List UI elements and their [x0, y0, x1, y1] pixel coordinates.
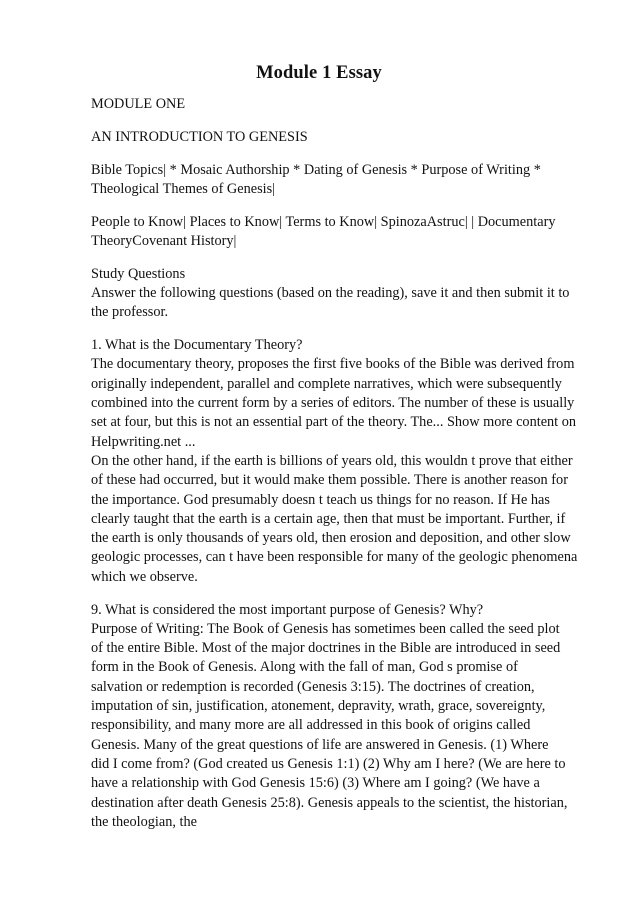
text-line: imputation of sin, justification, atonement, depravity, wrath, grace, sovereignty,	[91, 698, 546, 715]
study-questions-paragraph	[91, 265, 591, 323]
earth-age-paragraph	[91, 452, 591, 587]
text-line: clearly taught that the earth is a certain age, then that must be important. Further, if	[91, 510, 566, 527]
text-line: of these had occurred, but it would make them possible. There is another reason for	[91, 472, 568, 489]
text-line: destination after death Genesis 25:8). Genesis appeals to the scientist, the historian,	[91, 794, 568, 811]
text-line: Genesis. Many of the great questions of life are answered in Genesis. (1) Where	[91, 736, 549, 753]
text-line: Purpose of Writing: The Book of Genesis has sometimes been called the seed plot	[91, 620, 560, 637]
section-heading	[91, 128, 591, 147]
text-line: TheoryCovenant History|	[91, 232, 237, 249]
text-line: the earth is only thousands of years old, then erosion and deposition, and other slow	[91, 530, 571, 547]
text-line: 1. What is the Documentary Theory?	[91, 337, 303, 354]
text-line: have a relationship with God Genesis 15:6) (3) Where am I going? (We have a	[91, 775, 540, 792]
text-line: The documentary theory, proposes the first five books of the Bible was derived from	[91, 356, 575, 373]
text-line: salvation or redemption is recorded (Genesis 3:15). The doctrines of creation,	[91, 678, 535, 695]
text-line: the theologian, the	[91, 813, 198, 830]
text-line: MODULE ONE	[91, 96, 186, 112]
text-line: of the entire Bible. Most of the major doctrines in the Bible are introduced in seed	[91, 640, 561, 657]
text-line: 9. What is considered the most important purpose of Genesis? Why?	[91, 601, 484, 618]
module-heading	[91, 95, 591, 114]
text-line: AN INTRODUCTION TO GENESIS	[91, 128, 308, 145]
text-line: Helpwriting.net ...	[91, 433, 196, 450]
text-line: Study Questions	[91, 265, 186, 282]
text-line: set at four, but this is not an essential part of the theory. The... Show more content on	[91, 414, 577, 431]
text-line: responsibility, and many more are all addressed in this book of origins called	[91, 717, 531, 734]
text-line: the importance. God presumably doesn t teach us things for no reason. If He has	[91, 491, 550, 508]
text-line: combined into the current form by a series of editors. The number of these is usually	[91, 395, 575, 412]
bible-topics-paragraph	[91, 161, 591, 200]
text-line: People to Know| Places to Know| Terms to Know| SpinozaAstruc| | Documentary	[91, 213, 556, 230]
people-places-terms-paragraph	[91, 213, 591, 252]
text-line: geologic processes, can t have been responsible for many of the geologic phenomena	[91, 549, 578, 566]
text-line: Answer the following questions (based on the reading), save it and then submit it to	[91, 285, 570, 302]
text-line: form in the Book of Genesis. Along with the fall of man, God s promise of	[91, 659, 518, 676]
question-9-paragraph	[91, 601, 591, 833]
text-line: did I come from? (God created us Genesis 1:1) (2) Why am I here? (We are here to	[91, 755, 566, 772]
text-line: the professor.	[91, 304, 169, 321]
question-1-paragraph	[91, 336, 591, 452]
text-line: Theological Themes of Genesis|	[91, 180, 276, 197]
text-line: originally independent, parallel and complete narratives, which were subsequently	[91, 375, 562, 392]
document-title: Module 1 Essay	[256, 63, 382, 83]
text-line: Bible Topics| * Mosaic Authorship * Dating of Genesis * Purpose of Writing *	[91, 161, 541, 178]
document-body	[91, 95, 591, 846]
text-line: On the other hand, if the earth is billions of years old, this wouldn t prove that either	[91, 452, 573, 469]
text-line: which we observe.	[91, 568, 198, 585]
